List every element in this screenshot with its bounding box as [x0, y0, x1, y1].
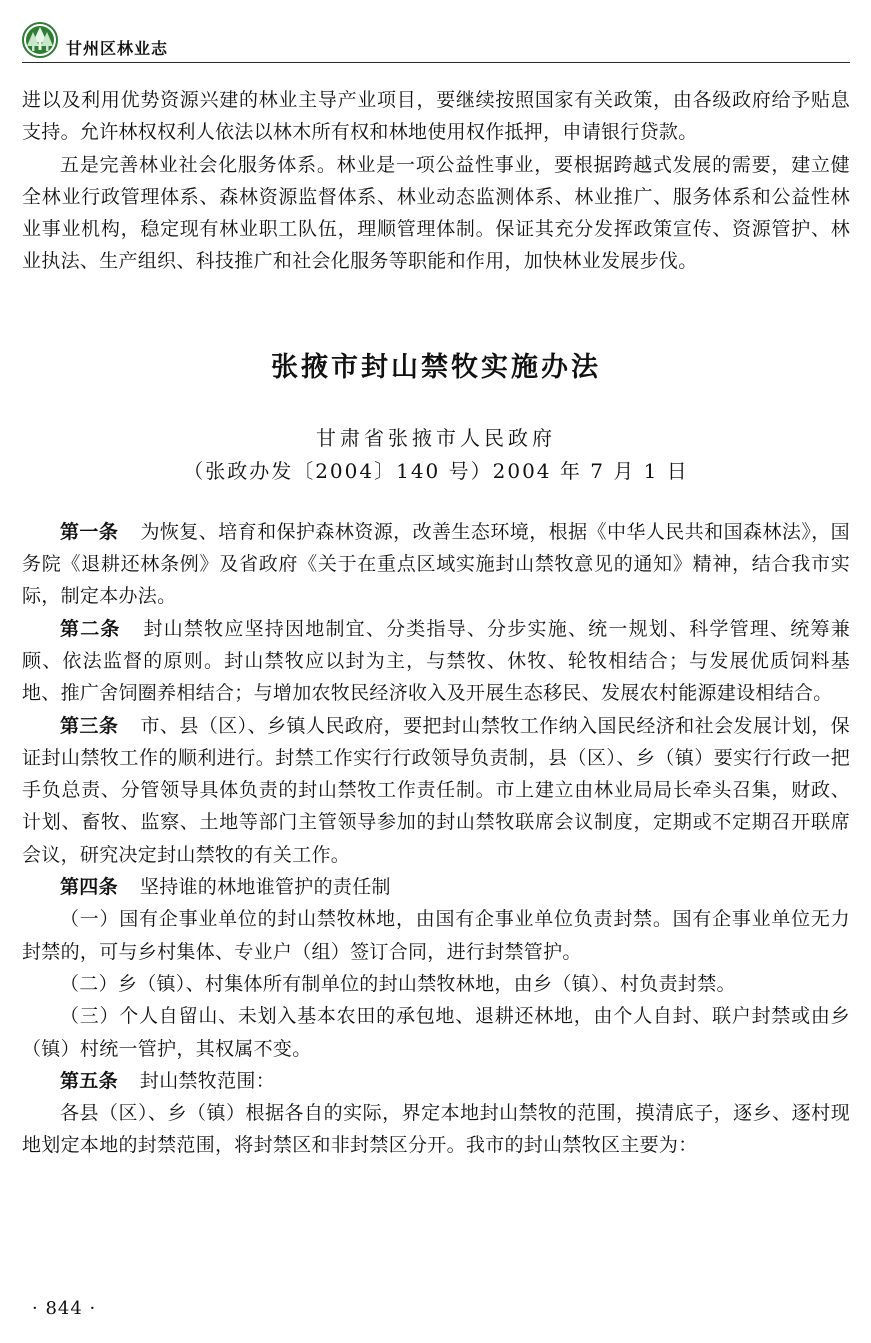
page-number: · 844 · [32, 1298, 97, 1319]
article-5-paragraph: 各县（区）、乡（镇）根据各自的实际，界定本地封山禁牧的范围，摸清底子，逐乡、逐村现地划定本地的封禁范围，将封禁区和非封禁区分开。我市的封山禁牧区主要为： [22, 1102, 850, 1157]
forest-logo-icon [22, 22, 58, 58]
article-label: 第二条 [60, 617, 121, 640]
article-4-item-1: （一）国有企事业单位的封山禁牧林地，由国有企事业单位负责封禁。国有企事业单位无力封禁的，可与乡村集体、专业户（组）签订合同，进行封禁管护。 [22, 908, 850, 963]
article-1 [22, 516, 850, 613]
article-text: 为恢复、培育和保护森林资源，改善生态环境，根据《中华人民共和国森林法》，国务院《退耕还林条例》及省政府《关于在重点区域实施封山禁牧意见的通知》精神，结合我市实际，制定本办法。 [22, 520, 850, 608]
article-2 [22, 613, 850, 710]
document-issuer: 甘肃省张掖市人民政府 [316, 425, 556, 450]
article-label: 第五条 [60, 1069, 118, 1092]
article-label: 第一条 [60, 520, 119, 543]
article-label: 第四条 [60, 876, 118, 899]
page-header [22, 22, 850, 63]
article-3 [22, 710, 850, 871]
document-title: 张掖市封山禁牧实施办法 [271, 351, 601, 383]
article-4 [22, 871, 850, 903]
book-title: 甘州区林业志 [66, 39, 169, 58]
article-text: 封山禁牧范围： [139, 1069, 276, 1092]
intro-paragraph-1: 进以及利用优势资源兴建的林业主导产业项目，要继续按照国家有关政策，由各级政府给予贴息支持。允许林权权利人依法以林木所有权和林地使用权作抵押，申请银行贷款。 [22, 89, 850, 144]
page-content [22, 84, 850, 1162]
article-text: 坚持谁的林地谁管护的责任制 [139, 876, 391, 899]
document-number-date: （张政办发〔2004〕140 号）2004 年 7 月 1 日 [183, 458, 689, 483]
article-text: 封山禁牧应坚持因地制宜、分类指导、分步实施、统一规划、科学管理、统筹兼顾、依法监督的原则。封山禁牧应以封为主，与禁牧、休牧、轮牧相结合；与发展优质饲料基地、推广舍饲圈养相结合；与增加农牧民经济收入及开展生态移民、发展农村能源建设相结合。 [22, 617, 850, 705]
article-4-item-3: （三）个人自留山、未划入基本农田的承包地、退耕还林地，由个人自封、联户封禁或由乡（镇）村统一管护，其权属不变。 [22, 1005, 850, 1060]
article-5 [22, 1065, 850, 1097]
article-label: 第三条 [60, 714, 119, 737]
intro-paragraph-2: 五是完善林业社会化服务体系。林业是一项公益性事业，要根据跨越式发展的需要，建立健全林业行政管理体系、森林资源监督体系、林业动态监测体系、林业推广、服务体系和公益性林业事业机构，稳定现有林业职工队伍，理顺管理体制。保证其充分发挥政策宣传、资源管护、林业执法、生产组织、科技推广和社会化服务等职能和作用，加快林业发展步伐。 [22, 153, 850, 273]
article-4-item-2: （二）乡（镇）、村集体所有制单位的封山禁牧林地，由乡（镇）、村负责封禁。 [60, 972, 736, 995]
article-text: 市、县（区）、乡镇人民政府，要把封山禁牧工作纳入国民经济和社会发展计划，保证封山禁牧工作的顺利进行。封禁工作实行行政领导负责制，县（区）、乡（镇）要实行行政一把手负总责、分管领导具体负责的封山禁牧工作责任制。市上建立由林业局局长牵头召集，财政、计划、畜牧、监察、土地等部门主管领导参加的封山禁牧联席会议制度，定期或不定期召开联席会议，研究决定封山禁牧的有关工作。 [22, 714, 850, 866]
